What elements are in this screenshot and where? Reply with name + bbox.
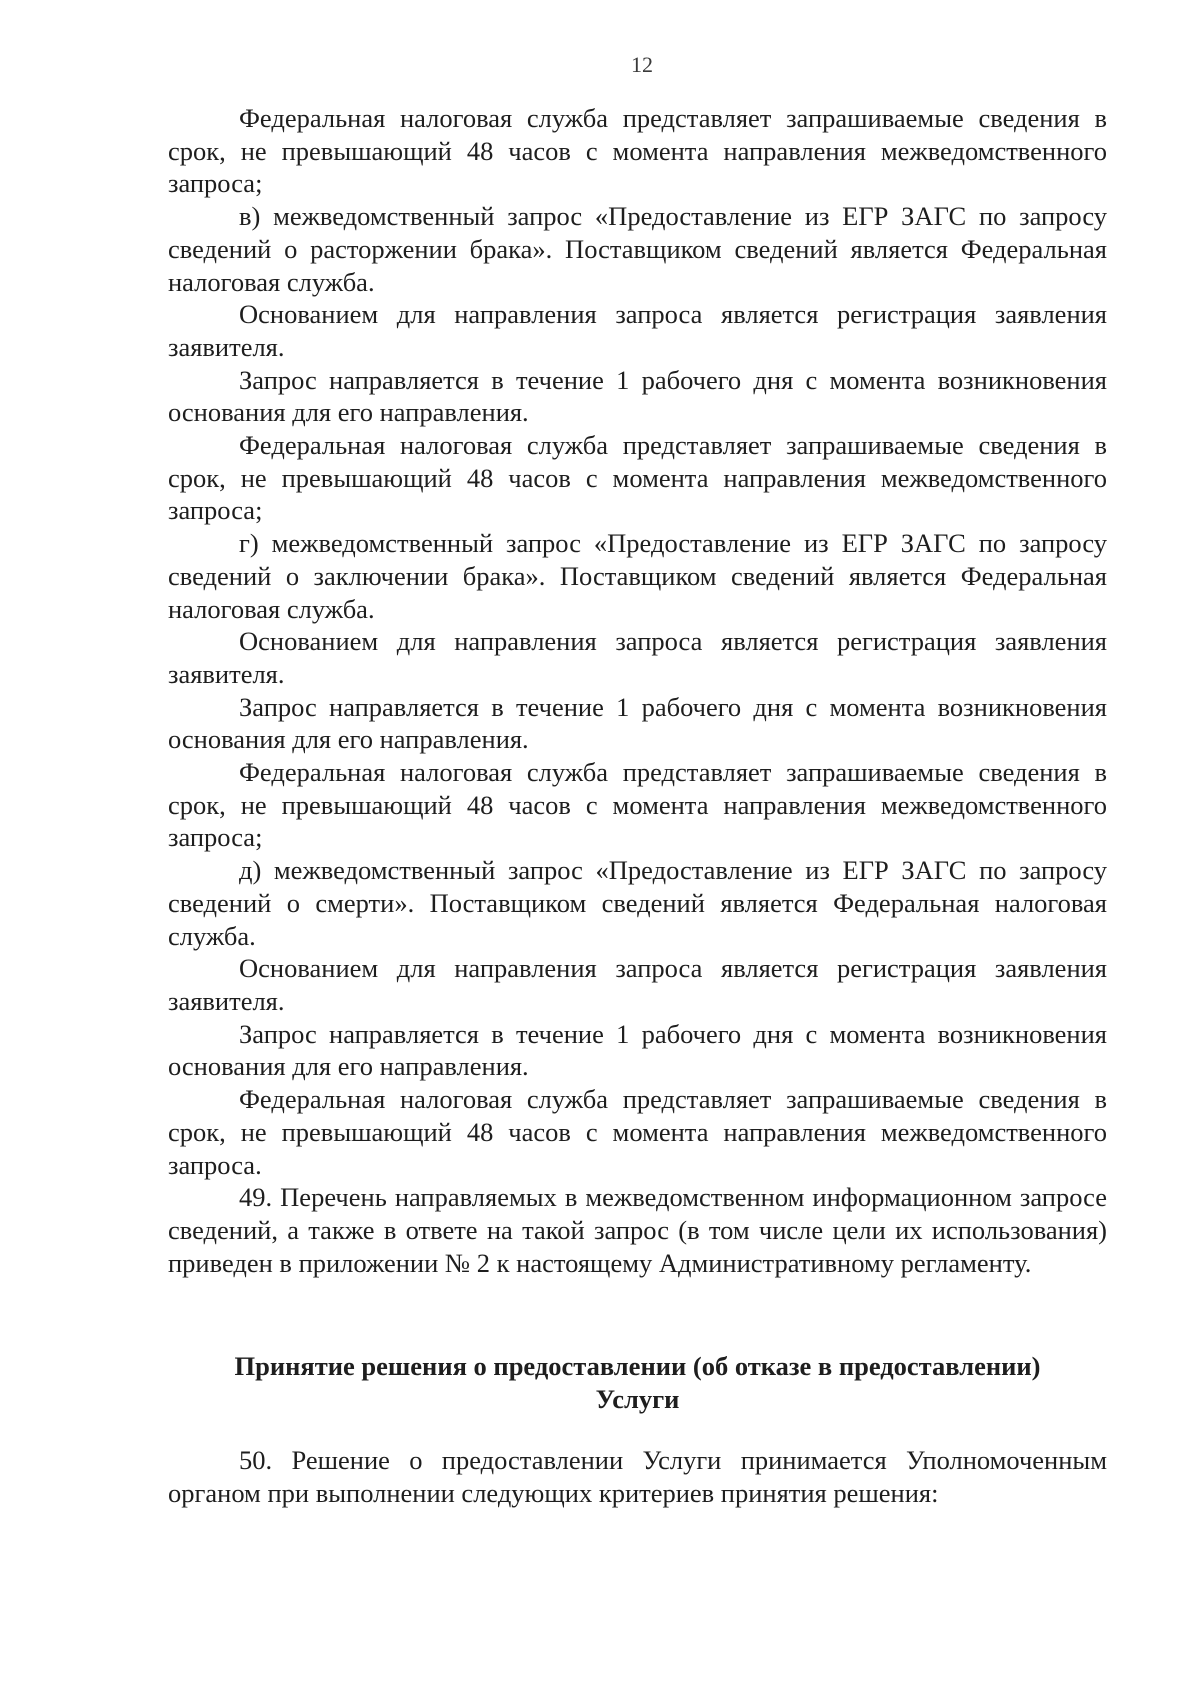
paragraph: Федеральная налоговая служба представляет запрашиваемые сведения в срок, не превышающий 48 часов с момента направления межведомственного запроса; xyxy=(168,103,1107,199)
paragraph: 50. Решение о предоставлении Услуги принимается Уполномоченным органом при выполнении следующих критериев принятия решения: xyxy=(168,1445,1107,1508)
paragraph: Федеральная налоговая служба представляет запрашиваемые сведения в срок, не превышающий 48 часов с момента направления межведомственного запроса. xyxy=(168,1084,1107,1180)
section-heading xyxy=(168,1350,1107,1415)
page-number: 12 xyxy=(631,52,653,77)
document-body xyxy=(168,102,1107,1279)
paragraph: Основанием для направления запроса является регистрация заявления заявителя. xyxy=(168,953,1107,1016)
paragraph: Федеральная налоговая служба представляет запрашиваемые сведения в срок, не превышающий 48 часов с момента направления межведомственного запроса; xyxy=(168,430,1107,526)
paragraph: Запрос направляется в течение 1 рабочего дня с момента возникновения основания для его направления. xyxy=(168,691,1107,755)
paragraph: г) межведомственный запрос «Предоставление из ЕГР ЗАГС по запросу сведений о заключении брака». Поставщиком сведений является Федеральная налоговая служба. xyxy=(168,528,1107,624)
paragraph: Федеральная налоговая служба представляет запрашиваемые сведения в срок, не превышающий 48 часов с момента направления межведомственного запроса; xyxy=(168,757,1107,853)
paragraph: 49. Перечень направляемых в межведомственном информационном запросе сведений, а также в ответе на такой запрос (в том числе цели их использования) приведен в приложении № 2 к настоящему Административному регламенту. xyxy=(168,1182,1107,1278)
paragraph: в) межведомственный запрос «Предоставление из ЕГР ЗАГС по запросу сведений о расторжении брака». Поставщиком сведений является Федеральная налоговая служба. xyxy=(168,201,1107,297)
paragraph: Основанием для направления запроса является регистрация заявления заявителя. xyxy=(168,299,1107,362)
paragraph: д) межведомственный запрос «Предоставление из ЕГР ЗАГС по запросу сведений о смерти». Поставщиком сведений является Федеральная налоговая служба. xyxy=(168,855,1107,951)
paragraph: Основанием для направления запроса является регистрация заявления заявителя. xyxy=(168,626,1107,689)
document-body-continued xyxy=(168,1444,1107,1509)
paragraph: Запрос направляется в течение 1 рабочего дня с момента возникновения основания для его направления. xyxy=(168,364,1107,428)
paragraph: Запрос направляется в течение 1 рабочего дня с момента возникновения основания для его направления. xyxy=(168,1018,1107,1082)
section-heading-line: Принятие решения о предоставлении (об отказе в предоставлении) xyxy=(234,1351,1041,1381)
section-heading-line: Услуги xyxy=(595,1383,680,1414)
